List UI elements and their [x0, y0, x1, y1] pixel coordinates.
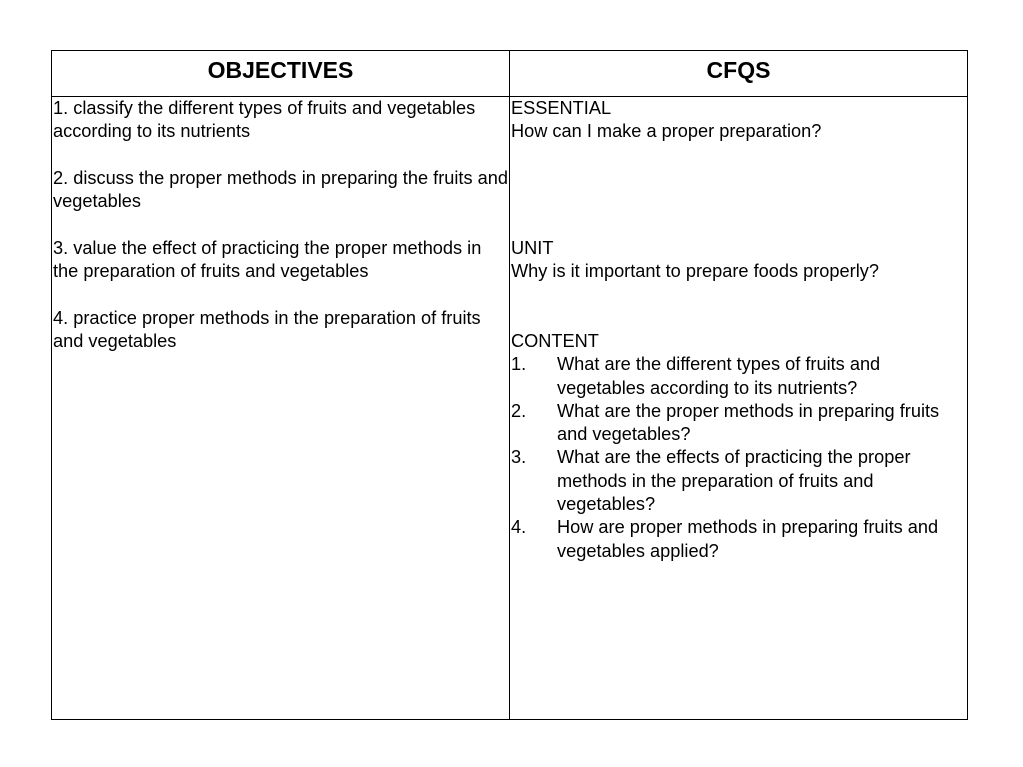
content-heading: CONTENT	[511, 330, 599, 351]
table-header-row	[52, 51, 968, 97]
spacer	[53, 283, 509, 306]
list-item-number: 2.	[511, 400, 527, 421]
list-item	[511, 353, 967, 400]
objectives-cell	[52, 97, 510, 720]
spacer	[511, 283, 967, 306]
spacer	[53, 213, 509, 236]
spacer	[511, 167, 967, 190]
cfqs-cell	[510, 97, 968, 720]
list-item	[511, 400, 967, 447]
spacer	[53, 144, 509, 167]
content-questions-list	[511, 353, 967, 563]
unit-question: Why is it important to prepare foods properly?	[511, 261, 879, 282]
objectives-cfqs-table	[51, 50, 968, 720]
essential-heading: ESSENTIAL	[511, 98, 612, 118]
spacer	[511, 190, 967, 213]
objectives-header: OBJECTIVES	[52, 51, 510, 97]
spacer	[511, 213, 967, 236]
table-body-row	[52, 97, 968, 720]
list-item-number: 4.	[511, 517, 527, 538]
unit-heading: UNIT	[511, 237, 554, 258]
list-item-text: How are proper methods in preparing fruits and vegetables applied?	[557, 517, 939, 561]
cfqs-header: CFQS	[510, 51, 968, 97]
list-item-text: What are the different types of fruits and vegetables according to its nutrients?	[557, 354, 881, 398]
list-item-text: What are the effects of practicing the proper methods in the preparation of fruits and vegetables?	[557, 447, 911, 515]
objective-3: 3. value the effect of practicing the proper methods in the preparation of fruits and vegetables	[53, 237, 482, 282]
objective-2: 2. discuss the proper methods in preparing the fruits and vegetables	[53, 167, 508, 212]
essential-question: How can I make a proper preparation?	[511, 121, 822, 142]
spacer	[511, 307, 967, 330]
list-item	[511, 516, 967, 563]
list-item-number: 3.	[511, 447, 527, 468]
spacer	[511, 144, 967, 167]
list-item-text: What are the proper methods in preparing fruits and vegetables?	[557, 400, 940, 445]
objective-4: 4. practice proper methods in the preparation of fruits and vegetables	[53, 307, 481, 351]
objective-1: 1. classify the different types of fruits and vegetables according to its nutrients	[53, 98, 476, 142]
list-item-number: 1.	[511, 354, 527, 375]
list-item	[511, 446, 967, 516]
